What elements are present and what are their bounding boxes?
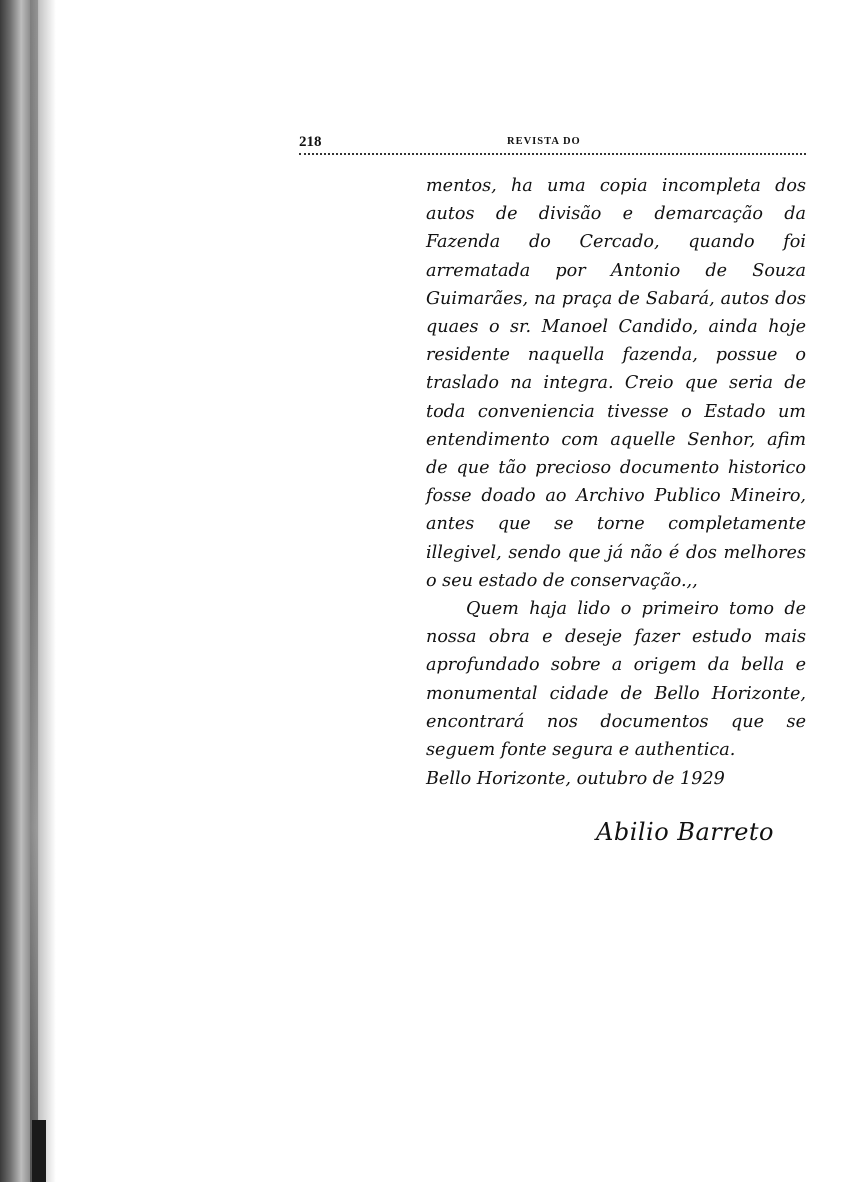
signature: Abilio Barreto: [596, 818, 774, 846]
book-spine-shadow: [32, 1120, 46, 1182]
body-text: [426, 172, 806, 764]
book-spine-band: [30, 0, 38, 1182]
book-spine-edge: [0, 0, 56, 1182]
page-number: 218: [299, 134, 322, 150]
running-head: REVISTA DO: [507, 136, 581, 147]
paragraph-2: Quem haja lido o primeiro tomo de nossa obra e deseje fazer estudo mais aprofundado sobre a origem da bella e monumental cidade de Bello Horizonte, encontrará nos documentos que se seguem fonte segura e authentica.: [426, 599, 806, 761]
paragraph-1: mentos, ha uma copia incompleta dos autos de divisão e demarcação da Fazenda do Cercado, quando foi arrematada por Antonio de Souza Guimarães, na praça de Sabará, autos dos quaes o sr. Manoel Candido, ainda hoje residente naquella fazenda, possue o traslado na integra. Creio que seria de toda conveniencia tivesse o Estado um entendimento com aquelle Senhor, afim de que tão precioso documento historico fosse doado ao Archivo Publico Mineiro, antes que se torne completamente illegivel, sendo que já não é dos melhores o seu estado de conservação.,,: [426, 176, 806, 591]
header-rule: [299, 153, 806, 158]
dateline: Bello Horizonte, outubro de 1929: [426, 769, 725, 789]
page-header: [299, 134, 806, 156]
